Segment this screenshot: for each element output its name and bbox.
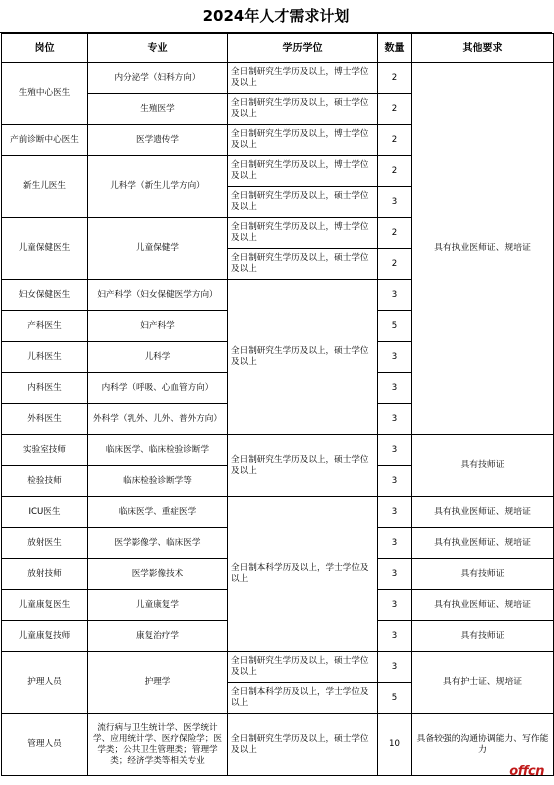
count-cell: 3: [378, 373, 412, 404]
major-cell: 康复治疗学: [88, 621, 228, 652]
position-cell: 实验室技师: [2, 435, 88, 466]
requirements-cell: 具有技师证: [412, 435, 554, 497]
position-cell: 内科医生: [2, 373, 88, 404]
major-cell: 妇产科学: [88, 311, 228, 342]
position-cell: 生殖中心医生: [2, 63, 88, 125]
count-cell: 2: [378, 63, 412, 94]
position-cell: 儿科医生: [2, 342, 88, 373]
major-cell: 儿童康复学: [88, 590, 228, 621]
degree-cell: 全日制研究生学历及以上，博士学位及以上: [228, 156, 378, 187]
position-cell: 儿童康复技师: [2, 621, 88, 652]
major-cell: 儿科学: [88, 342, 228, 373]
count-cell: 2: [378, 249, 412, 280]
header-requirements: 其他要求: [412, 34, 554, 63]
major-cell: 妇产科学（妇女保健医学方向）: [88, 280, 228, 311]
degree-cell: 全日制研究生学历及以上，博士学位及以上: [228, 63, 378, 94]
major-cell: 流行病与卫生统计学、医学统计学、应用统计学、医疗保险学；医学类；公共卫生管理类；管理学类；经济学类等相关专业: [88, 714, 228, 776]
major-cell: 临床医学、临床检验诊断学: [88, 435, 228, 466]
count-cell: 3: [378, 497, 412, 528]
major-cell: 医学遗传学: [88, 125, 228, 156]
major-cell: 儿科学（新生儿学方向）: [88, 156, 228, 218]
page-title: 2024年人才需求计划: [0, 0, 552, 33]
degree-cell: 全日制研究生学历及以上，博士学位及以上: [228, 218, 378, 249]
count-cell: 5: [378, 311, 412, 342]
position-cell: 外科医生: [2, 404, 88, 435]
requirements-cell: 具备较强的沟通协调能力、写作能力: [412, 714, 554, 776]
position-cell: 儿童保健医生: [2, 218, 88, 280]
degree-cell: 全日制研究生学历及以上，硕士学位及以上: [228, 187, 378, 218]
degree-cell: 全日制研究生学历及以上，博士学位及以上: [228, 125, 378, 156]
major-cell: 儿童保健学: [88, 218, 228, 280]
count-cell: 3: [378, 280, 412, 311]
degree-cell: 全日制研究生学历及以上，硕士学位及以上: [228, 249, 378, 280]
table-row: [2, 497, 554, 528]
table-row: [2, 435, 554, 466]
position-cell: 新生儿医生: [2, 156, 88, 218]
count-cell: 3: [378, 559, 412, 590]
offcn-logo: offcn: [509, 764, 544, 779]
table-row: [2, 652, 554, 683]
degree-cell: 全日制研究生学历及以上，硕士学位及以上: [228, 280, 378, 435]
major-cell: 医学影像技术: [88, 559, 228, 590]
degree-cell: 全日制本科学历及以上，学士学位及以上: [228, 497, 378, 652]
position-cell: 妇女保健医生: [2, 280, 88, 311]
count-cell: 3: [378, 466, 412, 497]
count-cell: 2: [378, 156, 412, 187]
position-cell: 产科医生: [2, 311, 88, 342]
header-degree: 学历学位: [228, 34, 378, 63]
position-cell: 护理人员: [2, 652, 88, 714]
position-cell: 放射医生: [2, 528, 88, 559]
degree-cell: 全日制研究生学历及以上，硕士学位及以上: [228, 652, 378, 683]
count-cell: 3: [378, 652, 412, 683]
position-cell: 放射技师: [2, 559, 88, 590]
requirements-cell: 具有执业医师证、规培证: [412, 528, 554, 559]
major-cell: 临床检验诊断学等: [88, 466, 228, 497]
position-cell: 儿童康复医生: [2, 590, 88, 621]
count-cell: 5: [378, 683, 412, 714]
count-cell: 3: [378, 621, 412, 652]
major-cell: 临床医学、重症医学: [88, 497, 228, 528]
requirements-cell: 具有执业医师证、规培证: [412, 497, 554, 528]
requirements-cell: 具有技师证: [412, 559, 554, 590]
count-cell: 3: [378, 528, 412, 559]
count-cell: 3: [378, 342, 412, 373]
table-row: [2, 714, 554, 776]
header-count: 数量: [378, 34, 412, 63]
position-cell: ICU医生: [2, 497, 88, 528]
degree-cell: 全日制本科学历及以上，学士学位及以上: [228, 683, 378, 714]
count-cell: 2: [378, 94, 412, 125]
requirements-cell: 具有执业医师证、规培证: [412, 63, 554, 435]
degree-cell: 全日制研究生学历及以上，硕士学位及以上: [228, 435, 378, 497]
talent-plan-table: [1, 33, 554, 776]
count-cell: 3: [378, 404, 412, 435]
major-cell: 内科学（呼吸、心血管方向）: [88, 373, 228, 404]
degree-cell: 全日制研究生学历及以上，硕士学位及以上: [228, 94, 378, 125]
table-row: [2, 63, 554, 94]
table-header-row: [2, 34, 554, 63]
count-cell: 3: [378, 435, 412, 466]
requirements-cell: 具有技师证: [412, 621, 554, 652]
count-cell: 2: [378, 218, 412, 249]
header-major: 专业: [88, 34, 228, 63]
count-cell: 3: [378, 187, 412, 218]
count-cell: 2: [378, 125, 412, 156]
requirements-cell: 具有护士证、规培证: [412, 652, 554, 714]
major-cell: 内分泌学（妇科方向）: [88, 63, 228, 94]
position-cell: 产前诊断中心医生: [2, 125, 88, 156]
count-cell: 10: [378, 714, 412, 776]
major-cell: 生殖医学: [88, 94, 228, 125]
header-position: 岗位: [2, 34, 88, 63]
count-cell: 3: [378, 590, 412, 621]
major-cell: 医学影像学、临床医学: [88, 528, 228, 559]
position-cell: 管理人员: [2, 714, 88, 776]
requirements-cell: 具有执业医师证、规培证: [412, 590, 554, 621]
position-cell: 检验技师: [2, 466, 88, 497]
major-cell: 护理学: [88, 652, 228, 714]
degree-cell: 全日制研究生学历及以上，硕士学位及以上: [228, 714, 378, 776]
major-cell: 外科学（乳外、儿外、普外方向）: [88, 404, 228, 435]
